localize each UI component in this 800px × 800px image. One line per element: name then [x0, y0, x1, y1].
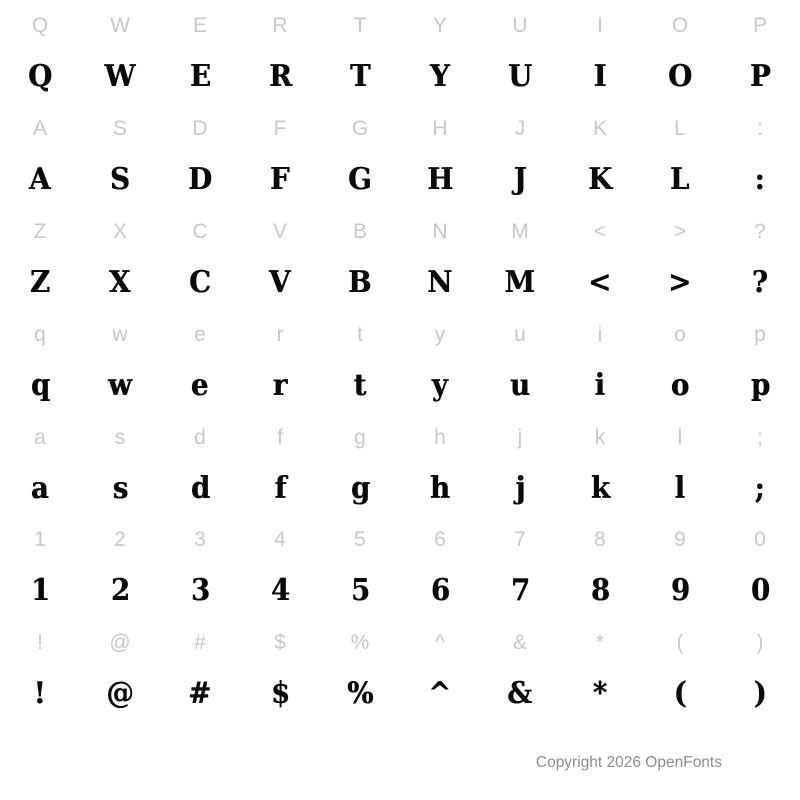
- grid-cell: [80, 463, 160, 514]
- sample-glyph: L: [670, 161, 690, 197]
- grid-cell: [480, 206, 560, 257]
- grid-cell: [720, 566, 800, 617]
- sample-glyph: P: [749, 59, 771, 95]
- sample-glyph: %: [346, 676, 374, 712]
- key-glyph: $: [274, 631, 286, 655]
- grid-cell: [320, 411, 400, 462]
- key-glyph: M: [511, 219, 529, 243]
- key-glyph: 1: [34, 528, 46, 552]
- grid-cell: [80, 154, 160, 205]
- grid-cell: [720, 154, 800, 205]
- grid-cell: [400, 309, 480, 360]
- grid-cell: [320, 206, 400, 257]
- key-glyph: Q: [31, 14, 49, 38]
- grid-cell: [640, 360, 720, 411]
- grid-cell: [320, 0, 400, 51]
- sample-glyph: 8: [590, 573, 610, 609]
- grid-cell: [560, 257, 640, 308]
- key-glyph: d: [194, 425, 206, 449]
- grid-cell: [560, 566, 640, 617]
- key-glyph: ;: [757, 425, 763, 449]
- grid-cell: [400, 566, 480, 617]
- sample-glyph: g: [350, 470, 370, 506]
- grid-cell: [320, 617, 400, 668]
- grid-cell: [160, 411, 240, 462]
- key-glyph: 2: [114, 528, 126, 552]
- sample-glyph: 4: [270, 573, 290, 609]
- key-glyph: @: [109, 631, 131, 655]
- grid-cell: [0, 309, 80, 360]
- sample-glyph: A: [29, 161, 51, 197]
- key-glyph: !: [37, 631, 43, 655]
- grid-cell: [400, 463, 480, 514]
- grid-cell: [560, 0, 640, 51]
- grid-cell: [0, 103, 80, 154]
- grid-cell: [0, 154, 80, 205]
- key-glyph: 4: [274, 528, 286, 552]
- grid-cell: [320, 360, 400, 411]
- key-glyph: ?: [754, 219, 766, 243]
- sample-glyph: 9: [670, 573, 690, 609]
- grid-cell: [560, 617, 640, 668]
- grid-cell: [640, 103, 720, 154]
- key-glyph: w: [112, 322, 128, 346]
- grid-cell: [80, 360, 160, 411]
- grid-cell: [640, 154, 720, 205]
- key-glyph: ): [756, 631, 764, 655]
- key-glyph: E: [192, 14, 207, 38]
- key-glyph: S: [112, 117, 127, 141]
- grid-cell: [720, 514, 800, 565]
- sample-glyph: ?: [751, 264, 769, 300]
- grid-cell: [720, 103, 800, 154]
- grid-cell: [80, 257, 160, 308]
- sample-glyph: y: [431, 367, 449, 403]
- copyright-notice: Copyright 2026 OpenFonts: [535, 754, 722, 771]
- grid-cell: [240, 668, 320, 719]
- sample-glyph: N: [427, 264, 453, 300]
- key-glyph: %: [350, 631, 370, 655]
- sample-glyph: >: [668, 264, 692, 300]
- sample-glyph: ;: [754, 470, 766, 506]
- key-glyph: W: [110, 14, 130, 38]
- grid-cell: [720, 617, 800, 668]
- grid-cell: [240, 617, 320, 668]
- grid-cell: [640, 206, 720, 257]
- grid-cell: [720, 463, 800, 514]
- key-glyph: j: [517, 425, 523, 449]
- key-glyph: X: [112, 219, 127, 243]
- sample-glyph: 1: [30, 573, 50, 609]
- key-glyph: u: [514, 322, 526, 346]
- sample-glyph: e: [191, 367, 209, 403]
- grid-cell: [400, 103, 480, 154]
- sample-glyph: O: [667, 59, 693, 95]
- key-glyph: &: [512, 631, 527, 655]
- grid-cell: [160, 154, 240, 205]
- sample-glyph: j: [514, 470, 525, 506]
- grid-cell: [480, 0, 560, 51]
- key-glyph: O: [671, 14, 689, 38]
- sample-glyph: 6: [430, 573, 450, 609]
- sample-glyph: a: [31, 470, 49, 506]
- grid-cell: [160, 0, 240, 51]
- sample-glyph: I: [593, 59, 607, 95]
- grid-cell: [0, 463, 80, 514]
- grid-cell: [160, 360, 240, 411]
- grid-cell: [240, 103, 320, 154]
- key-glyph: P: [752, 14, 767, 38]
- sample-glyph: w: [108, 367, 132, 403]
- sample-glyph: (: [673, 676, 687, 712]
- key-glyph: A: [32, 117, 47, 141]
- sample-glyph: k: [590, 470, 610, 506]
- grid-cell: [0, 206, 80, 257]
- grid-cell: [480, 668, 560, 719]
- grid-cell: [400, 257, 480, 308]
- sample-glyph: 2: [110, 573, 130, 609]
- grid-cell: [160, 617, 240, 668]
- grid-cell: [480, 360, 560, 411]
- grid-cell: [560, 668, 640, 719]
- grid-cell: [80, 617, 160, 668]
- key-glyph: l: [677, 425, 683, 449]
- grid-cell: [400, 51, 480, 102]
- grid-cell: [320, 566, 400, 617]
- key-glyph: ^: [435, 631, 445, 655]
- grid-cell: [240, 411, 320, 462]
- key-glyph: K: [592, 117, 607, 141]
- key-glyph: a: [34, 425, 46, 449]
- sample-glyph: f: [274, 470, 286, 506]
- grid-cell: [0, 257, 80, 308]
- grid-cell: [400, 206, 480, 257]
- grid-cell: [0, 51, 80, 102]
- key-glyph: D: [192, 117, 208, 141]
- grid-cell: [480, 309, 560, 360]
- grid-cell: [560, 463, 640, 514]
- sample-glyph: &: [507, 676, 533, 712]
- grid-cell: [720, 360, 800, 411]
- grid-cell: [560, 514, 640, 565]
- grid-cell: [480, 514, 560, 565]
- grid-cell: [640, 51, 720, 102]
- grid-cell: [480, 411, 560, 462]
- key-glyph: 5: [354, 528, 366, 552]
- grid-cell: [240, 257, 320, 308]
- grid-cell: [400, 154, 480, 205]
- key-glyph: p: [754, 322, 766, 346]
- sample-glyph: C: [189, 264, 211, 300]
- key-glyph: <: [593, 219, 607, 243]
- grid-cell: [640, 411, 720, 462]
- sample-glyph: !: [33, 676, 47, 712]
- sample-glyph: q: [30, 367, 50, 403]
- sample-glyph: K: [587, 161, 612, 197]
- grid-cell: [80, 668, 160, 719]
- sample-glyph: D: [188, 161, 212, 197]
- grid-cell: [80, 206, 160, 257]
- sample-glyph: ^: [428, 676, 452, 712]
- key-glyph: 6: [434, 528, 446, 552]
- grid-cell: [320, 51, 400, 102]
- sample-glyph: ): [753, 676, 767, 712]
- grid-cell: [400, 668, 480, 719]
- grid-cell: [0, 514, 80, 565]
- key-glyph: :: [757, 117, 763, 141]
- key-glyph: t: [357, 322, 363, 346]
- grid-cell: [240, 0, 320, 51]
- sample-glyph: h: [429, 470, 451, 506]
- grid-cell: [400, 411, 480, 462]
- sample-glyph: s: [112, 470, 128, 506]
- key-glyph: N: [432, 219, 448, 243]
- grid-cell: [160, 463, 240, 514]
- key-glyph: h: [434, 425, 446, 449]
- grid-cell: [160, 514, 240, 565]
- grid-cell: [160, 309, 240, 360]
- sample-glyph: T: [349, 59, 371, 95]
- grid-cell: [720, 309, 800, 360]
- grid-cell: [80, 0, 160, 51]
- key-glyph: U: [512, 14, 528, 38]
- sample-glyph: t: [353, 367, 367, 403]
- sample-glyph: u: [509, 367, 531, 403]
- sample-glyph: H: [426, 161, 454, 197]
- grid-cell: [240, 51, 320, 102]
- grid-cell: [560, 411, 640, 462]
- grid-cell: [320, 103, 400, 154]
- grid-cell: [80, 103, 160, 154]
- key-glyph: o: [674, 322, 686, 346]
- sample-glyph: r: [272, 367, 288, 403]
- grid-cell: [240, 154, 320, 205]
- sample-glyph: l: [674, 470, 686, 506]
- sample-glyph: *: [592, 676, 608, 712]
- grid-cell: [240, 360, 320, 411]
- grid-cell: [400, 514, 480, 565]
- grid-cell: [0, 0, 80, 51]
- key-glyph: 0: [754, 528, 766, 552]
- grid-cell: [240, 463, 320, 514]
- grid-cell: [720, 206, 800, 257]
- grid-cell: [320, 257, 400, 308]
- grid-cell: [720, 411, 800, 462]
- key-glyph: F: [273, 117, 287, 141]
- sample-glyph: R: [268, 59, 292, 95]
- sample-glyph: 5: [350, 573, 370, 609]
- sample-glyph: $: [270, 676, 290, 712]
- sample-glyph: Z: [29, 264, 51, 300]
- key-glyph: J: [514, 117, 526, 141]
- grid-cell: [720, 257, 800, 308]
- sample-glyph: E: [189, 59, 211, 95]
- key-glyph: q: [34, 322, 46, 346]
- grid-cell: [320, 668, 400, 719]
- grid-cell: [720, 668, 800, 719]
- grid-cell: [640, 617, 720, 668]
- grid-cell: [160, 566, 240, 617]
- sample-glyph: o: [670, 367, 690, 403]
- grid-cell: [640, 309, 720, 360]
- sample-glyph: Y: [430, 59, 450, 95]
- key-glyph: 8: [594, 528, 606, 552]
- key-glyph: (: [676, 631, 684, 655]
- grid-cell: [640, 463, 720, 514]
- key-glyph: G: [351, 117, 369, 141]
- grid-cell: [480, 154, 560, 205]
- key-glyph: 7: [514, 528, 526, 552]
- sample-glyph: F: [270, 161, 290, 197]
- key-glyph: >: [673, 219, 687, 243]
- grid-cell: [640, 514, 720, 565]
- grid-cell: [560, 154, 640, 205]
- grid-cell: [320, 154, 400, 205]
- grid-cell: [560, 206, 640, 257]
- grid-cell: [640, 668, 720, 719]
- grid-cell: [0, 617, 80, 668]
- grid-cell: [720, 51, 800, 102]
- grid-cell: [480, 103, 560, 154]
- key-glyph: *: [595, 631, 605, 655]
- key-glyph: g: [354, 425, 366, 449]
- grid-cell: [0, 360, 80, 411]
- sample-glyph: i: [594, 367, 606, 403]
- key-glyph: V: [272, 219, 287, 243]
- grid-cell: [560, 103, 640, 154]
- grid-cell: [80, 566, 160, 617]
- sample-glyph: G: [348, 161, 372, 197]
- grid-cell: [80, 514, 160, 565]
- sample-glyph: V: [269, 264, 291, 300]
- sample-glyph: S: [110, 161, 130, 197]
- grid-cell: [0, 566, 80, 617]
- grid-cell: [560, 309, 640, 360]
- sample-glyph: d: [190, 470, 210, 506]
- grid-cell: [480, 617, 560, 668]
- grid-cell: [480, 566, 560, 617]
- key-glyph: T: [353, 14, 367, 38]
- grid-cell: [240, 206, 320, 257]
- sample-glyph: p: [750, 367, 770, 403]
- key-glyph: e: [194, 322, 206, 346]
- grid-cell: [400, 0, 480, 51]
- grid-cell: [240, 309, 320, 360]
- grid-cell: [320, 309, 400, 360]
- sample-glyph: @: [106, 676, 134, 712]
- sample-glyph: 0: [750, 573, 770, 609]
- grid-cell: [160, 103, 240, 154]
- sample-glyph: <: [588, 264, 612, 300]
- key-glyph: C: [192, 219, 208, 243]
- grid-cell: [320, 514, 400, 565]
- key-glyph: f: [277, 425, 283, 449]
- key-glyph: r: [276, 322, 284, 346]
- key-glyph: 9: [674, 528, 686, 552]
- grid-cell: [640, 257, 720, 308]
- grid-cell: [480, 257, 560, 308]
- grid-cell: [560, 51, 640, 102]
- grid-cell: [560, 360, 640, 411]
- grid-cell: [640, 0, 720, 51]
- grid-cell: [80, 51, 160, 102]
- key-glyph: L: [674, 117, 686, 141]
- key-glyph: s: [114, 425, 126, 449]
- grid-cell: [160, 668, 240, 719]
- key-glyph: k: [594, 425, 606, 449]
- grid-cell: [160, 257, 240, 308]
- key-glyph: 3: [194, 528, 206, 552]
- sample-glyph: B: [348, 264, 372, 300]
- key-glyph: #: [194, 631, 206, 655]
- sample-glyph: M: [504, 264, 536, 300]
- grid-cell: [480, 463, 560, 514]
- grid-cell: [240, 566, 320, 617]
- grid-cell: [480, 51, 560, 102]
- grid-cell: [640, 566, 720, 617]
- sample-glyph: #: [188, 676, 212, 712]
- grid-cell: [0, 668, 80, 719]
- grid-cell: [0, 411, 80, 462]
- key-glyph: H: [432, 117, 448, 141]
- grid-cell: [400, 617, 480, 668]
- grid-cell: [80, 411, 160, 462]
- grid-cell: [160, 206, 240, 257]
- sample-glyph: U: [507, 59, 533, 95]
- sample-glyph: 7: [510, 573, 530, 609]
- key-glyph: i: [597, 322, 603, 346]
- sample-glyph: W: [104, 59, 136, 95]
- key-glyph: y: [434, 322, 446, 346]
- sample-glyph: Q: [27, 59, 53, 95]
- sample-glyph: J: [513, 161, 527, 197]
- key-glyph: Y: [432, 14, 447, 38]
- grid-cell: [720, 0, 800, 51]
- sample-glyph: :: [754, 161, 766, 197]
- key-glyph: B: [352, 219, 367, 243]
- grid-cell: [320, 463, 400, 514]
- grid-cell: [80, 309, 160, 360]
- grid-cell: [240, 514, 320, 565]
- grid-cell: [400, 360, 480, 411]
- key-glyph: I: [597, 14, 603, 38]
- sample-glyph: X: [109, 264, 131, 300]
- grid-cell: [160, 51, 240, 102]
- key-glyph: R: [272, 14, 288, 38]
- sample-glyph: 3: [190, 573, 210, 609]
- key-glyph: Z: [33, 219, 47, 243]
